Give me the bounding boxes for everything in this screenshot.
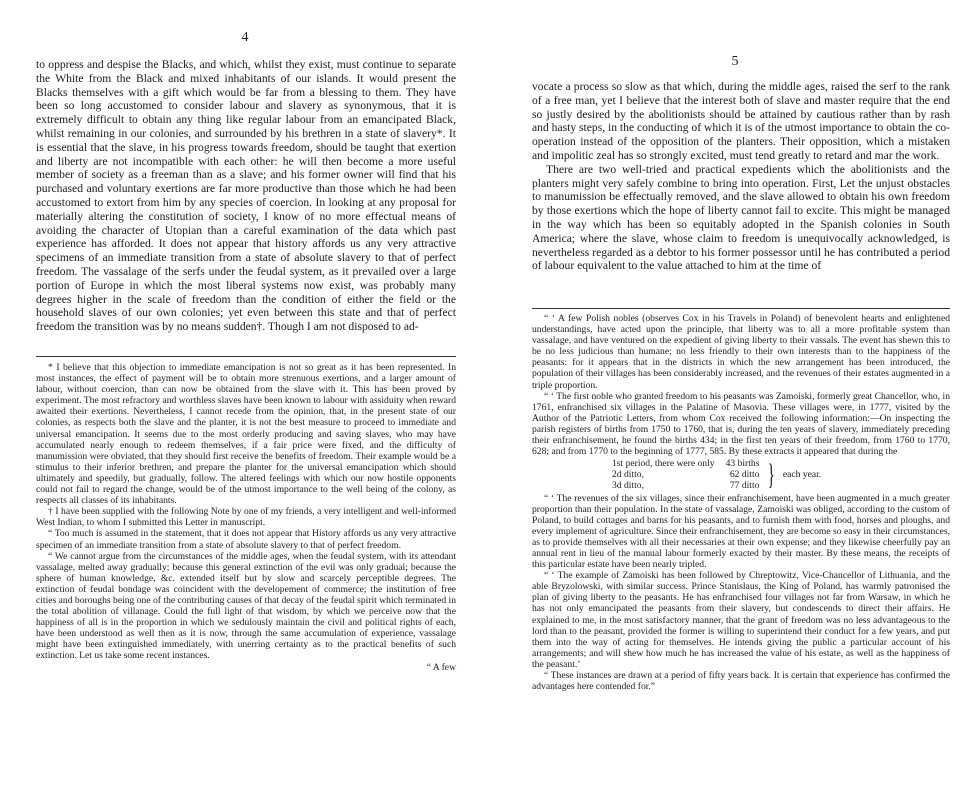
footnote-rule: [532, 308, 950, 309]
footnote: “ We cannot argue from the circumstances of the middle ages, when the feudal system, with its attendant vassalage, melted away gradually; because this general extinction of the evil was only gradual; because the sphere of human knowledge, &c. extended itself but by slow and scarcely perceptible degrees. The extinction of feudal bondage was coincident with the developement of commerce; the institution of free cities and boroughs being one of the contributing causes of that decay of the feudal spirit which terminated in the total abolition of villanage. Could the full light of that wisdom, by which we perceive now that the happiness of all is in the proportion in which we sedulously maintain the civil and political rights of each, have been understood as well then as it is now, through the same accumulation of experience, vassalage might have been extinguished immediately, with unerring certainty as to the practical benefits of such extinction. Let us take some recent instances.: [36, 550, 456, 662]
table-note: each year.: [782, 469, 822, 481]
table-row: [612, 458, 762, 469]
footnote: “ Too much is assumed in the statement, that it does not appear that History affords us any very attractive specimen of an immediate transition from a state of absolute slavery to that of perfect freedom.: [36, 528, 456, 551]
period-cell: 2d ditto,: [612, 469, 644, 481]
footnote: “ ‘ The first noble who granted freedom to his peasants was Zamoiski, formerly great Chancellor, who, in 1761, enfranchised six villages in the Palatine of Masovia. These villages were, in 1777, visited by the Author of the Patriotic Letters, from whom Cox received the following information:—On inspecting the parish registers of births from 1750 to 1760, that is, during the ten years of slavery, immediately preceding their enfranchisement, he found the births 434; in the first ten years of their freedom, from 1760 to 1770, 628; and from 1770 to the beginning of 1777, 585. By these extracts it appeared that during the: [532, 390, 950, 458]
footnote: “ These instances are drawn at a period of fifty years back. It is certain that experience has confirmed the advantages here contended for.”: [532, 670, 950, 693]
table-row: [612, 469, 762, 480]
footnote: “ ‘ The example of Zamoiski has been followed by Chreptowitz, Vice-Chancellor of Lithuania, and the able Bryzolowski, with similar success. Prince Stanislaus, the King of Poland, has warmly patronised the plan of giving liberty to the peasants. He has enfranchised four villages not far from Warsaw, in which he has not only emancipated the peasants from their slavery, but condescends to direct their affairs. He explained to me, in the most satisfactory manner, that the grant of freedom was no less advantageous to the lord than to the peasant, provided the former is willing to superintend their conduct for a few years, and put them into the way of acting for themselves. He intends giving the public a particular account of his arrangements; and will shew how much he has increased the value of his estate, as well as the happiness of the peasant.’: [532, 570, 950, 670]
paragraph: to oppress and despise the Blacks, and which, whilst they exist, must continue to separate the White from the Black and mixed inhabitants of our islands. It would present the Blacks themselves with a gift which would be far from a blessing to them. They have been so long accustomed to consider labour and slavery as synonymous, that it is extremely difficult to obtain any thing like regular labour from an emancipated Black, whilst remaining in our colonies, and surrounded by his brethren in a state of slavery*. It is essential that the slave, in his progress towards freedom, should be taught that exertion and liberty are not incompatible with each other: he will then become a more useful member of society as a freeman than as a slave; and his former owner will find that his purchased and voluntary exertions are far more productive than those which he had been accustomed to extort from him by any species of coercion. In looking at any proposal for materially altering the constitution of society, I know of no more effectual means of avoiding the character of Utopian than a careful examination of the data which past experience has afforded. It does not appear that history affords us any very attractive specimens of an immediate transition from a state of absolute slavery to that of perfect freedom. The vassalage of the serfs under the feudal system, as it prevailed over a large portion of Europe in which the most liberal systems now exist, was probably many degrees higher in the scale of freedom than the condition of either the field or the household slaves of our own colonies; yet even between this state and that of perfect freedom the transition was by no means sudden†. Though I am not disposed to ad-: [36, 58, 456, 334]
period-cell: 3d ditto,: [612, 480, 644, 492]
footnote: * I believe that this objection to immediate emancipation is not so great as it has been represented. In most instances, the effect of payment will be to obtain more strenuous exertions, and a larger amount of labour, without coercion, than can now be obtained from the slave with it. This has been proved by experiment. The most refractory and worthless slaves have been known to labour with assiduity when reward awaited their exertions. Nevertheless, I cannot recede from the opinion, that, in the present state of our colonies, as respects both the slave and the planter, it is not the best measure to proceed to immediate and universal emancipation. It seems due to the most orderly producing and saving slaves, who may have accumulated nearly enough to redeem themselves, if a fair price were fixed, and the difficulty of manumission were obviated, that they should first receive the benefits of freedom. Their example would be a stimulus to their inferior brethren, and prepare the planter for the universal emancipation which should ultimately and speedily, but gradually, follow. The altered feelings with which our now hostile opponents could not fail to regard the change, would be of the utmost importance to the well being of the colony, as respects all classes of its inhabitants.: [36, 362, 456, 507]
paragraph: There are two well-tried and practical expedients which the abolitionists and the planters might very safely combine to bring into operation. First, Let the unjust obstacles to manumission be effectually removed, and the slave allowed to obtain his own freedom by those exertions which the hope of liberty cannot fail to excite. This might be managed in the way which has been so equitably adopted in the Spanish colonies in South America; where the slave, whose claim to freedom is unequivocally acknowledged, is nevertheless regarded as a debtor to his former possessor until he has contributed a period of labour equivalent to the value attached to him at the time of: [532, 162, 950, 273]
footnotes: [36, 362, 456, 673]
footnotes: [532, 313, 950, 692]
period-cell: 1st period, there were only: [612, 458, 715, 470]
main-text: [36, 58, 456, 334]
value-cell: 77 ditto: [729, 480, 760, 492]
value-cell: 62 ditto: [729, 469, 760, 481]
brace-glyph: }: [768, 457, 776, 491]
value-cell: 43 births: [725, 458, 760, 470]
births-table: [612, 458, 950, 491]
footnote-rule: [36, 356, 456, 357]
main-text: [532, 80, 950, 273]
right-page: [490, 0, 980, 798]
footnote: † I have been supplied with the following Note by one of my friends, a very intelligent and well-informed West Indian, to whom I submitted this Letter in manuscript.: [36, 506, 456, 529]
page-number: 4: [241, 30, 249, 45]
catchword: “ A few: [426, 661, 456, 673]
page-number: 5: [731, 54, 739, 69]
footnote: “ ‘ A few Polish nobles (observes Cox in his Travels in Poland) of benevolent hearts and enlightened understandings, have acted upon the principle, that liberty was to all a more profitable system than vassalage, and have ventured on the expedient of giving liberty to their vassals. The event has shewn this to be no less judicious than humane; no less friendly to their own interests than to the happiness of the peasants: for it appears that in the districts in which the new arrangement has been introduced, the population of their villages has been considerably increased, and the revenues of their estates augmented in a triple proportion.: [532, 313, 950, 391]
footnote: “ ‘ The revenues of the six villages, since their enfranchisement, have been augmented in a much greater proportion than their population. In the state of vassalage, Zamoiski was obliged, according to the custom of Poland, to build cottages and barns for his peasants, and to furnish them with food, horses and ploughs, and every implement of agriculture. Since their enfranchisement, they are become so easy in their circumstances, as to provide themselves with all their necessaries at their own expense; and they likewise cheerfully pay an annual rent in lieu of the manual labour formerly exacted by their master. By these means, the receipts of this particular estate have been nearly tripled.: [532, 492, 950, 571]
table-row: [612, 480, 762, 491]
paragraph: vocate a process so slow as that which, during the middle ages, raised the serf to the rank of a free man, yet I believe that the interest both of slave and master require that the end so justly desired by the abolitionists should be attained by cautious rather than by rash and hasty steps, in the conducting of which it is of the utmost importance to obtain the co-operation instead of the opposition of the planters. Their opposition, which a mistaken and impolitic zeal has so strongly excited, must tend greatly to retard and mar the work.: [532, 80, 950, 162]
